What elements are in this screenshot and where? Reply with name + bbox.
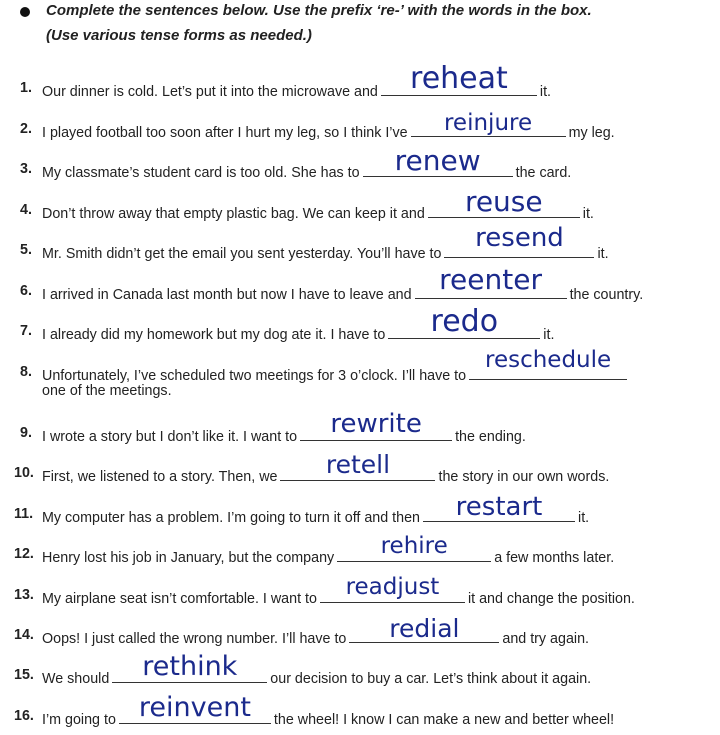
answer-blank[interactable]	[415, 263, 567, 299]
answer-blank[interactable]	[349, 614, 499, 643]
sentence-before: I already did my homework but my dog ate it. I have to	[42, 327, 386, 343]
answer-blank[interactable]	[300, 409, 452, 441]
item-number: 11.	[14, 506, 34, 522]
answer-text: reschedule	[485, 347, 612, 373]
answer-text: reinjure	[443, 110, 533, 136]
item-number: 10.	[14, 465, 34, 481]
sentence-after: the card.	[515, 165, 572, 181]
answer-text: redial	[389, 614, 460, 643]
sentence-before: Our dinner is cold. Let’s put it into the microwave and	[42, 84, 378, 100]
item-number: 14.	[14, 627, 34, 643]
answer-blank[interactable]	[363, 144, 513, 177]
sentence-before: Henry lost his job in January, but the company	[42, 550, 335, 566]
answer-blank[interactable]	[112, 651, 267, 683]
bullet-icon	[20, 7, 30, 17]
sentence-after: it.	[543, 327, 555, 343]
answer-blank[interactable]	[411, 110, 566, 137]
answer-blank[interactable]	[280, 450, 435, 481]
sentence-before: First, we listened to a story. Then, we	[42, 469, 278, 485]
answer-text: rethink	[142, 651, 238, 682]
item-number: 8.	[20, 364, 32, 380]
item-number: 15.	[14, 667, 34, 683]
sentence-before: Don’t throw away that empty plastic bag. We can keep it and	[42, 206, 425, 222]
item-number: 7.	[20, 323, 32, 339]
sentence-before: I played football too soon after I hurt my leg, so I think I’ve	[42, 125, 408, 141]
answer-blank[interactable]	[444, 223, 594, 258]
answer-blank[interactable]	[469, 347, 627, 380]
sentence-after: our decision to buy a car. Let’s think about it again.	[270, 671, 592, 687]
sentence-before: My computer has a problem. I’m going to turn it off and then	[42, 510, 421, 526]
item-number: 12.	[14, 546, 34, 562]
sentence-before: Unfortunately, I’ve scheduled two meetings for 3 o’clock. I’ll have to	[42, 368, 467, 384]
answer-text: reenter	[439, 263, 542, 296]
sentence-after: my leg.	[568, 125, 615, 141]
sentence-after: the country.	[569, 287, 644, 303]
answer-text: readjust	[345, 574, 440, 600]
answer-text: reuse	[464, 185, 543, 218]
item-number: 4.	[20, 202, 32, 218]
answer-text: restart	[455, 492, 543, 522]
sentence-before: Oops! I just called the wrong number. I’ll have to	[42, 631, 347, 647]
answer-text: retell	[325, 450, 391, 479]
sentence-before: I wrote a story but I don’t like it. I want to	[42, 429, 298, 445]
sentence-before: My classmate’s student card is too old. She has to	[42, 165, 360, 181]
sentence-after: the story in our own words.	[438, 469, 610, 485]
answer-text: resend	[475, 223, 564, 253]
item-number: 9.	[20, 425, 32, 441]
sentence-after: it and change the position.	[467, 591, 635, 607]
answer-blank[interactable]	[423, 492, 575, 522]
answer-blank[interactable]	[381, 61, 537, 96]
answer-text: redo	[430, 304, 499, 339]
sentence-after: it.	[578, 510, 590, 526]
sentence-before: My airplane seat isn’t comfortable. I want to	[42, 591, 317, 607]
sentence-after: it.	[539, 84, 552, 100]
answer-text: rehire	[380, 533, 448, 559]
sentence-before: I’m going to	[42, 712, 116, 728]
sentence-before: We should	[42, 671, 110, 687]
answer-text: rewrite	[330, 409, 422, 439]
sentence-before: Mr. Smith didn’t get the email you sent yesterday. You’ll have to	[42, 246, 442, 262]
item-number: 6.	[20, 283, 32, 299]
item-number: 1.	[20, 80, 32, 96]
answer-blank[interactable]	[388, 304, 540, 339]
sentence-after: a few months later.	[494, 550, 615, 566]
item-number: 16.	[14, 708, 34, 724]
answer-blank[interactable]	[320, 574, 465, 603]
answer-blank[interactable]	[337, 533, 491, 562]
item-number: 2.	[20, 121, 32, 137]
sentence-after: it.	[582, 206, 594, 222]
instructions-line-1: Complete the sentences below. Use the prefix ‘re-’ with the words in the box.	[46, 2, 592, 19]
answer-blank[interactable]	[428, 185, 580, 218]
sentence-after: the ending.	[455, 429, 526, 445]
answer-text: reinvent	[138, 692, 251, 723]
sentence-after: the wheel! I know I can make a new and better wheel!	[273, 712, 615, 728]
answer-blank[interactable]	[119, 692, 271, 724]
item-number: 5.	[20, 242, 32, 258]
sentence-after: it.	[597, 246, 609, 262]
sentence-before: I arrived in Canada last month but now I have to leave and	[42, 287, 412, 303]
answer-text: renew	[394, 144, 481, 177]
answer-text: reheat	[410, 61, 508, 96]
sentence-continuation: one of the meetings.	[42, 383, 172, 399]
item-number: 3.	[20, 161, 32, 177]
item-number: 13.	[14, 587, 34, 603]
instructions-line-2: (Use various tense forms as needed.)	[46, 27, 312, 44]
sentence-after: and try again.	[502, 631, 590, 647]
